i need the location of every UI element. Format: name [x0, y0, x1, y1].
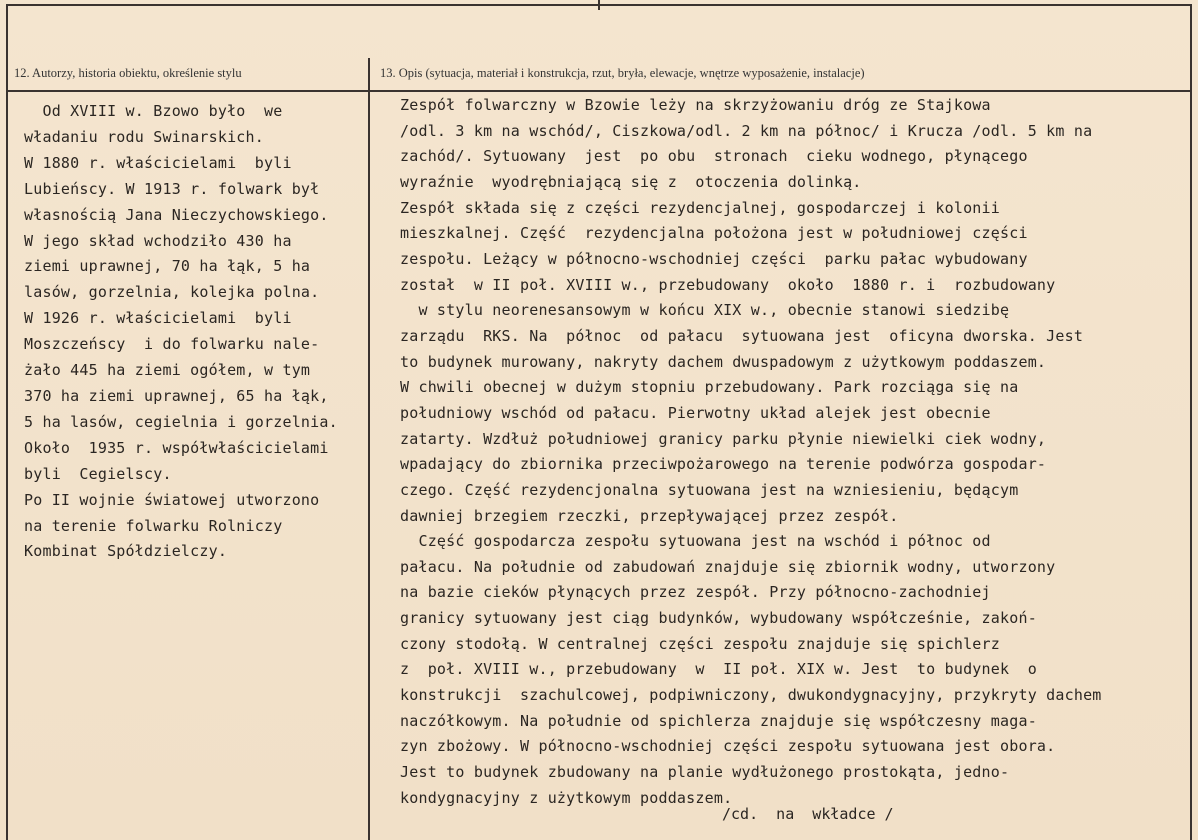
text-line: Zespół składa się z części rezydencjalnej, gospodarczej i kolonii [400, 198, 1000, 217]
text-line: Od XVIII w. Bzowo było we [24, 102, 283, 120]
text-line: Moszczeńscy i do folwarku nale- [24, 335, 320, 354]
text-line: 5 ha lasów, cegielnia i gorzelnia. [24, 412, 338, 431]
text-line: Zespół folwarczny w Bzowie leży na skrzyżowaniu dróg ze Stajkowa [400, 96, 991, 114]
text-line: Po II wojnie światowej utworzono [24, 490, 320, 509]
text-line: mieszkalnej. Część rezydencjalna położona jest w południowej części [400, 224, 1028, 243]
text-line: W 1926 r. właścicielami byli [24, 309, 292, 328]
text-line: własnością Jana Nieczychowskiego. [24, 205, 329, 224]
text-line: władaniu rodu Swinarskich. [24, 127, 264, 146]
text-line: Jest to budynek zbudowany na planie wydłużonego prostokąta, jedno- [400, 763, 1010, 782]
text-line: Około 1935 r. współwłaścicielami [24, 438, 329, 457]
text-line: granicy sytuowany jest ciąg budynków, wybudowany współcześnie, zakoń- [400, 609, 1037, 628]
section-12-heading: 12. Autorzy, historia obiektu, określenie stylu [14, 66, 242, 80]
text-line: naczółkowym. Na południe od spichlerza znajduje się współczesny maga- [400, 711, 1037, 730]
text-line: zyn zbożowy. W północno-wschodniej części zespołu sytuowana jest obora. [400, 737, 1056, 756]
text-line: konstrukcji szachulcowej, podpiwniczony, dwukondygnacyjny, przykryty dachem [400, 686, 1102, 705]
text-line: W 1880 r. właścicielami byli [24, 153, 292, 172]
text-line: /odl. 3 km na wschód/, Ciszkowa/odl. 2 km na północ/ i Krucza /odl. 5 km na [400, 121, 1093, 140]
description-text [400, 93, 1102, 811]
text-line: południowy wschód od pałacu. Pierwotny układ alejek jest obecnie [400, 403, 991, 422]
card-border-left [6, 4, 8, 840]
text-line: W chwili obecnej w dużym stopniu przebudowany. Park rozciąga się na [400, 378, 1019, 397]
text-line: kondygnacyjny z użytkowym poddaszem. [400, 788, 733, 807]
history-text [24, 99, 338, 565]
text-line: Kombinat Spółdzielczy. [24, 542, 228, 561]
text-line: zatarty. Wzdłuż południowej granicy parku płynie niewielki ciek wodny, [400, 429, 1047, 448]
text-line: czego. Część rezydencjonalna sytuowana jest na wzniesieniu, będącym [400, 480, 1019, 499]
text-line: byli Cegielscy. [24, 464, 172, 483]
text-line: zarządu RKS. Na północ od pałacu sytuowana jest oficyna dworska. Jest [400, 326, 1084, 345]
text-line: na bazie cieków płynących przez zespół. Przy północno-zachodniej [400, 583, 991, 602]
column-divider [368, 58, 370, 840]
text-line: dawniej brzegiem rzeczki, przepływającej przez zespół. [400, 506, 899, 525]
text-line: lasów, gorzelnia, kolejka polna. [24, 283, 320, 302]
text-line: zachód/. Sytuowany jest po obu stronach cieku wodnego, płynącego [400, 147, 1028, 166]
center-tick-mark [598, 0, 600, 10]
text-line: z poł. XVIII w., przebudowany w II poł. XIX w. Jest to budynek o [400, 660, 1037, 679]
text-line: to budynek murowany, nakryty dachem dwuspadowym z użytkowym poddaszem. [400, 352, 1047, 371]
text-line: wpadający do zbiornika przeciwpożarowego na terenie podwórza gospodar- [400, 455, 1047, 474]
text-line: Lubieńscy. W 1913 r. folwark był [24, 179, 320, 198]
text-line: 370 ha ziemi uprawnej, 65 ha łąk, [24, 386, 329, 405]
text-line: W jego skład wchodziło 430 ha [24, 231, 292, 250]
continuation-note: /cd. na wkładce / [722, 805, 894, 823]
text-line: ziemi uprawnej, 70 ha łąk, 5 ha [24, 257, 311, 276]
card-border-right [1190, 4, 1192, 840]
section-13-heading: 13. Opis (sytuacja, materiał i konstrukcja, rzut, bryła, elewacje, wnętrze wyposażenie, instalacje) [380, 66, 865, 80]
text-line: na terenie folwarku Rolniczy [24, 516, 283, 535]
text-line: Część gospodarcza zespołu sytuowana jest na wschód i północ od [400, 532, 991, 551]
header-divider [8, 90, 1190, 92]
text-line: żało 445 ha ziemi ogółem, w tym [24, 361, 311, 380]
text-line: został w II poł. XVIII w., przebudowany około 1880 r. i rozbudowany [400, 275, 1056, 294]
text-line: w stylu neorenesansowym w końcu XIX w., obecnie stanowi siedzibę [400, 301, 1010, 320]
text-line: wyraźnie wyodrębniającą się z otoczenia dolinką. [400, 172, 862, 191]
text-line: czony stodołą. W centralnej części zespołu znajduje się spichlerz [400, 634, 1000, 653]
text-line: pałacu. Na południe od zabudowań znajduje się zbiornik wodny, utworzony [400, 557, 1056, 576]
text-line: zespołu. Leżący w północno-wschodniej części parku pałac wybudowany [400, 249, 1028, 268]
